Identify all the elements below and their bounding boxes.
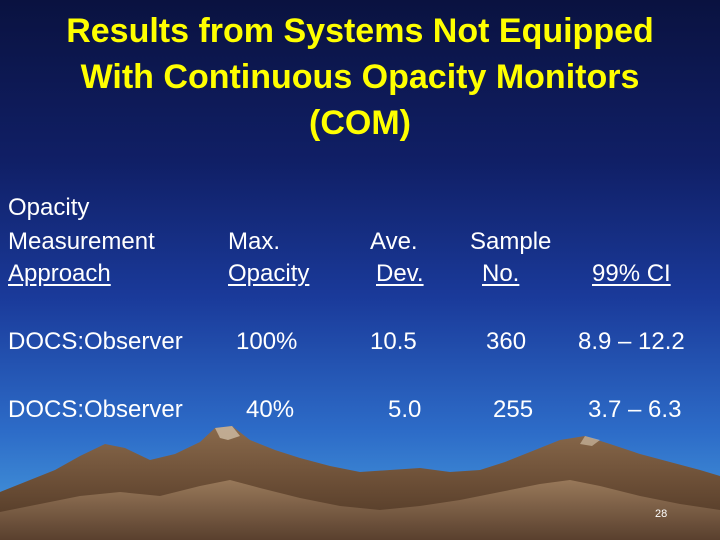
header-max-line-2: Opacity bbox=[228, 260, 310, 287]
header-avedev-line-2: Dev. bbox=[376, 260, 424, 287]
row-1-ave-dev: 10.5 bbox=[370, 328, 417, 355]
header-max-line-1: Max. bbox=[228, 228, 281, 255]
title-line-1: Results from Systems Not Equipped bbox=[66, 12, 654, 50]
row-2-approach: DOCS:Observer bbox=[8, 396, 183, 423]
title-line-3: (COM) bbox=[309, 104, 411, 142]
row-1-max-opacity: 100% bbox=[236, 328, 298, 355]
header-avedev-line-1: Ave. bbox=[370, 228, 418, 255]
header-approach-line-2: Measurement bbox=[8, 228, 155, 255]
page-number: 28 bbox=[655, 508, 668, 520]
header-ci: 99% CI bbox=[592, 260, 671, 287]
header-sample-line-1: Sample bbox=[470, 228, 552, 255]
title-line-2: With Continuous Opacity Monitors bbox=[80, 58, 640, 96]
row-2-sample-no: 255 bbox=[493, 396, 534, 423]
row-2-ave-dev: 5.0 bbox=[388, 396, 422, 423]
row-1-approach: DOCS:Observer bbox=[8, 328, 183, 355]
row-2-ci: 3.7 – 6.3 bbox=[588, 396, 682, 423]
header-approach-line-3: Approach bbox=[8, 260, 111, 287]
header-sample-line-2: No. bbox=[482, 260, 520, 287]
row-1-sample-no: 360 bbox=[486, 328, 527, 355]
row-1-ci: 8.9 – 12.2 bbox=[578, 328, 685, 355]
mountain-range-illustration bbox=[0, 400, 720, 540]
header-approach-line-1: Opacity bbox=[8, 194, 90, 221]
slide-title bbox=[0, 8, 720, 146]
row-2-max-opacity: 40% bbox=[246, 396, 295, 423]
